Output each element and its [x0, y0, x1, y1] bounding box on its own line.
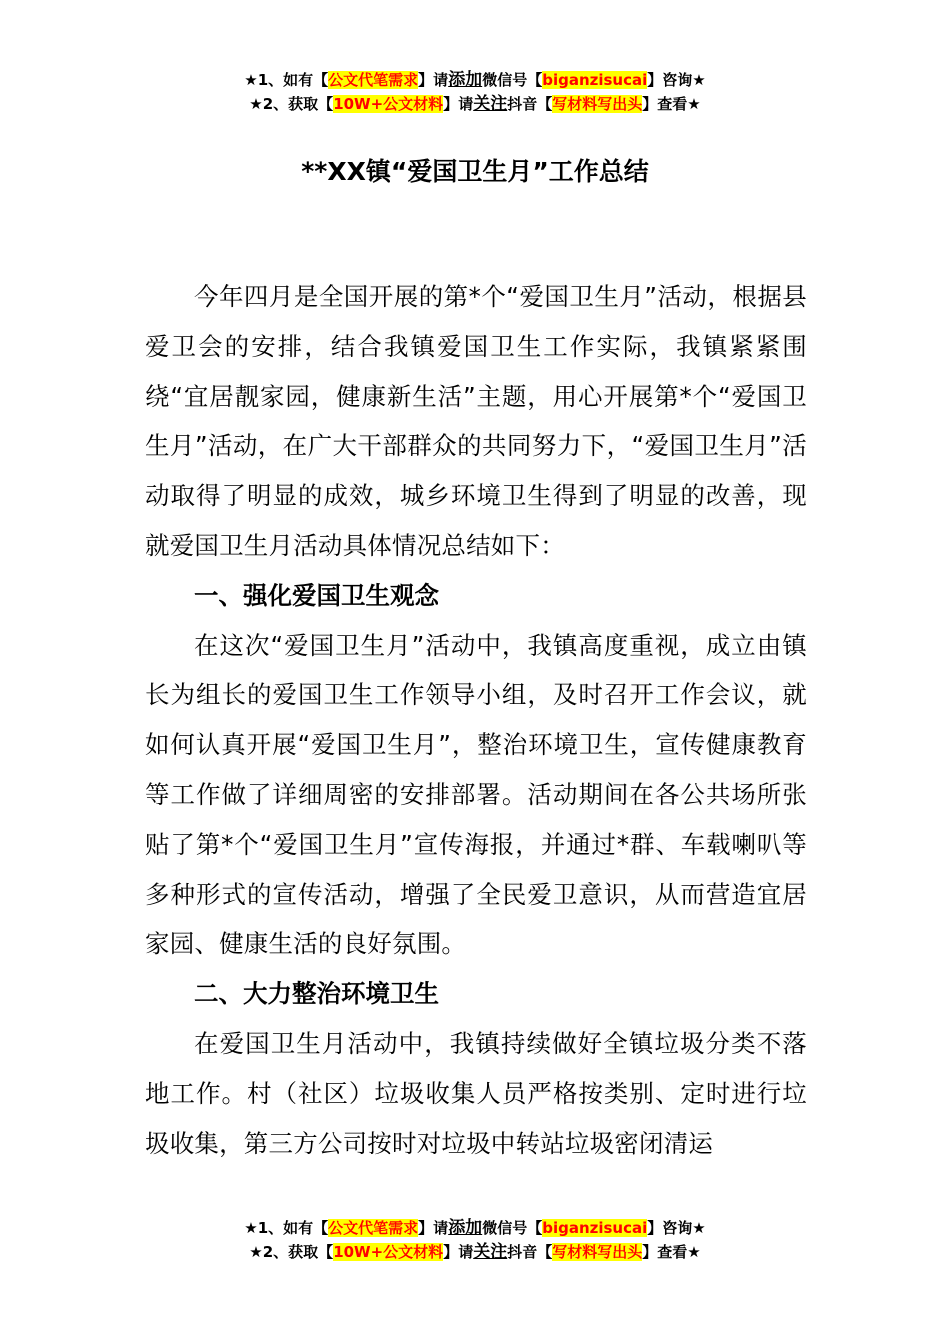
banner-text: 微信号【: [482, 71, 543, 89]
banner-highlight: 写材料写出头: [552, 95, 643, 113]
section-heading-1: 一、强化爱国卫生观念: [194, 580, 439, 610]
banner-text: 】请: [443, 1243, 474, 1261]
banner-text: 抖音【: [507, 95, 553, 113]
banner-line-1: [0, 68, 950, 92]
banner-highlight: 10W+公文材料: [333, 95, 444, 113]
banner-text: 】查看★: [642, 1243, 701, 1261]
banner-text: ★2、获取【: [249, 95, 334, 113]
banner-highlight: 公文代笔需求: [328, 1219, 419, 1237]
banner-highlight: biganzisucai: [542, 1219, 648, 1237]
banner-emphasis: 关注: [473, 1242, 508, 1262]
section-paragraph-2: 在爱国卫生月活动中，我镇持续做好全镇垃圾分类不落地工作。村（社区）垃圾收集人员严格按类别、定时进行垃圾收集，第三方公司按时对垃圾中转站垃圾密闭清运: [145, 1028, 807, 1158]
banner-text: 】咨询★: [647, 1219, 706, 1237]
banner-text: ★2、获取【: [249, 1243, 334, 1261]
banner-line-1: [0, 1216, 950, 1240]
intro-paragraph: 今年四月是全国开展的第*个“爱国卫生月”活动，根据县爱卫会的安排，结合我镇爱国卫生工作实际，我镇紧紧围绕“宜居靓家园，健康新生活”主题，用心开展第*个“爱国卫生月”活动，在广大干部群众的共同努力下，“爱国卫生月”活动取得了明显的成效，城乡环境卫生得到了明显的改善，现就爱国卫生月活动具体情况总结如下：: [145, 282, 807, 560]
banner-text: 】请: [418, 71, 449, 89]
banner-line-2: [0, 1240, 950, 1264]
banner-emphasis: 添加: [448, 70, 483, 90]
banner-line-2: [0, 92, 950, 116]
section-paragraph-1: 在这次“爱国卫生月”活动中，我镇高度重视，成立由镇长为组长的爱国卫生工作领导小组，及时召开工作会议，就如何认真开展“爱国卫生月”，整治环境卫生，宣传健康教育等工作做了详细周密的安排部署。活动期间在各公共场所张贴了第*个“爱国卫生月”宣传海报，并通过*群、车载喇叭等多种形式的宣传活动，增强了全民爱卫意识，从而营造宜居家园、健康生活的良好氛围。: [145, 630, 807, 959]
banner-text: 】查看★: [642, 95, 701, 113]
banner-highlight: 10W+公文材料: [333, 1243, 444, 1261]
banner-highlight: 公文代笔需求: [328, 71, 419, 89]
banner-emphasis: 添加: [448, 1218, 483, 1238]
banner-text: 微信号【: [482, 1219, 543, 1237]
banner-highlight: 写材料写出头: [552, 1243, 643, 1261]
banner-emphasis: 关注: [473, 94, 508, 114]
banner-highlight: biganzisucai: [542, 71, 648, 89]
header-banner: [0, 68, 950, 116]
banner-text: ★1、如有【: [244, 1219, 329, 1237]
banner-text: 】咨询★: [647, 71, 706, 89]
banner-text: 】请: [418, 1219, 449, 1237]
banner-text: 】请: [443, 95, 474, 113]
banner-text: 抖音【: [507, 1243, 553, 1261]
document-body: [145, 272, 807, 1168]
footer-banner: [0, 1216, 950, 1264]
document-title: **XX镇“爱国卫生月”工作总结: [301, 157, 649, 186]
section-heading-2: 二、大力整治环境卫生: [194, 979, 439, 1009]
banner-text: ★1、如有【: [244, 71, 329, 89]
